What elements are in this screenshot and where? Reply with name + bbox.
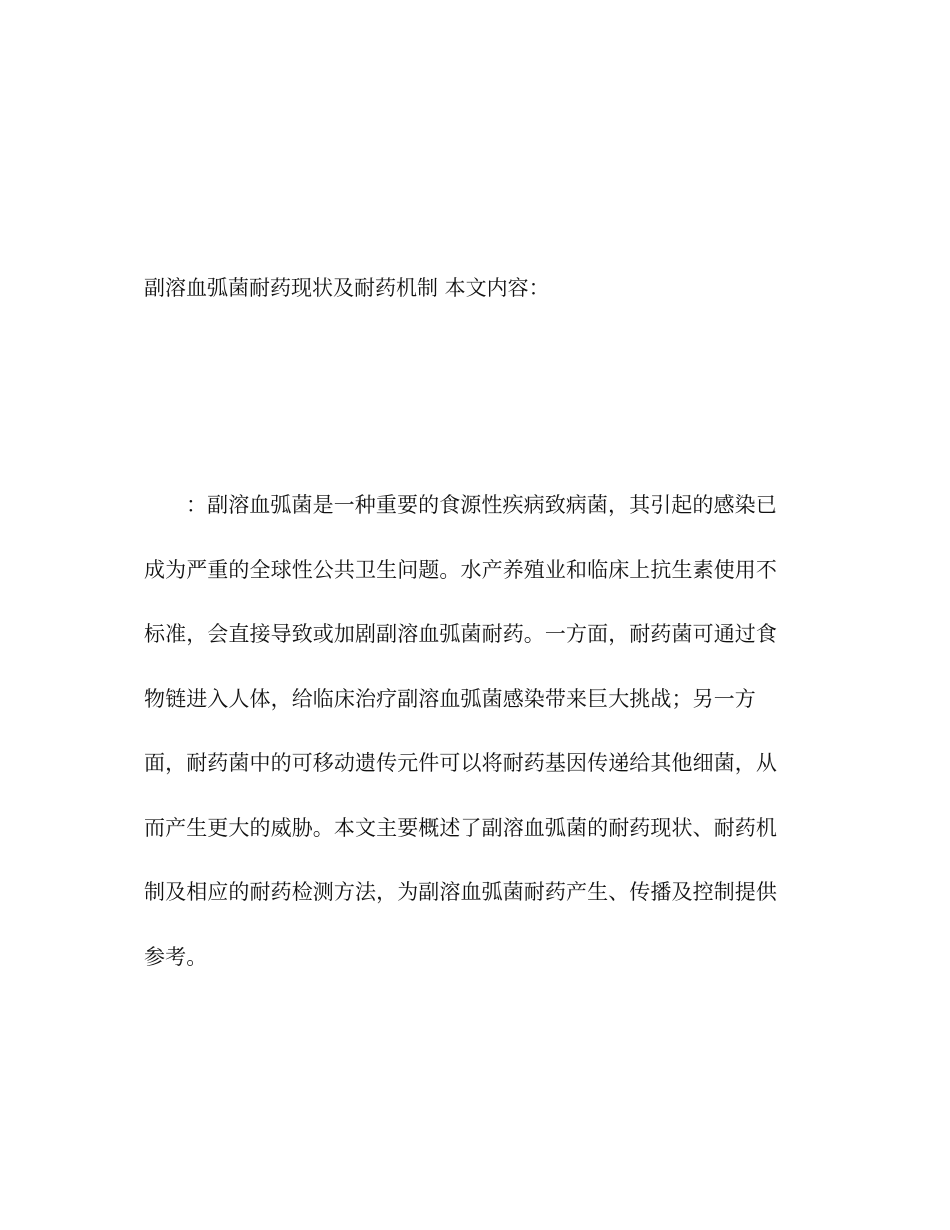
- abstract-paragraph: [144, 487, 804, 1003]
- abstract-line-5: 面，耐药菌中的可移动遗传元件可以将耐药基因传递给其他细菌，从: [144, 751, 777, 775]
- abstract-line-6: 而产生更大的威胁。本文主要概述了副溶血弧菌的耐药现状、耐药机: [144, 815, 777, 840]
- abstract-line-1: [144, 487, 804, 552]
- document-heading: 副溶血弧菌耐药现状及耐药机制 本文内容：: [144, 276, 550, 300]
- abstract-line-3: 标准，会直接导致或加剧副溶血弧菌耐药。一方面，耐药菌可通过食: [144, 622, 777, 646]
- abstract-line-1-text: ：副溶血弧菌是一种重要的食源性疾病致病菌，其引起的感染已: [186, 493, 777, 517]
- abstract-line-7: 制及相应的耐药检测方法，为副溶血弧菌耐药产生、传播及控制提供: [144, 880, 777, 904]
- abstract-line-2: 成为严重的全球性公共卫生问题。水产养殖业和临床上抗生素使用不: [144, 557, 777, 582]
- abstract-line-8: 参考。: [144, 944, 208, 969]
- abstract-line-4: 物链进入人体，给临床治疗副溶血弧菌感染带来巨大挑战；另一方: [144, 686, 756, 711]
